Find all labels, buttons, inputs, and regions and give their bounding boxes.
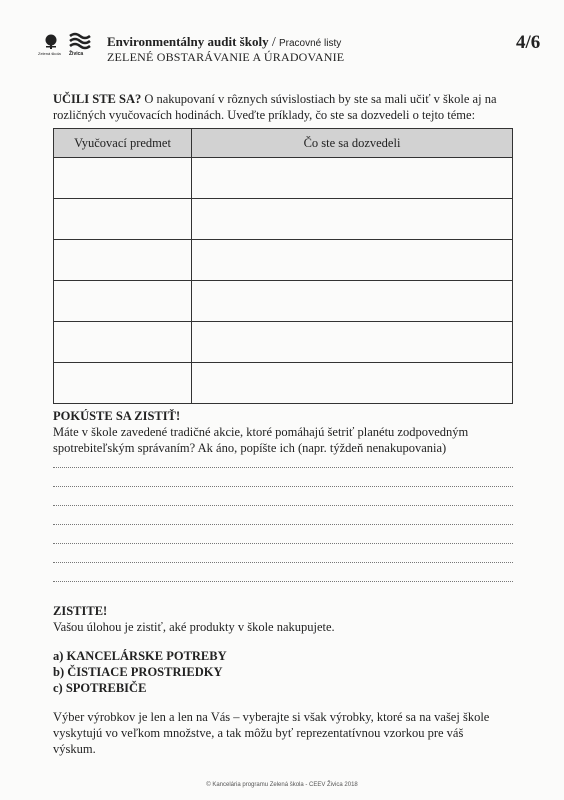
table-row xyxy=(54,240,513,281)
section-learned-heading: UČILI STE SA? xyxy=(53,92,142,106)
answer-line[interactable] xyxy=(53,580,513,582)
subjects-table xyxy=(53,128,513,404)
column-header-learned: Čo ste sa dozvedeli xyxy=(192,129,513,158)
subject-cell[interactable] xyxy=(54,199,192,240)
subject-cell[interactable] xyxy=(54,281,192,322)
answer-line[interactable] xyxy=(53,542,513,544)
column-header-subject: Vyučovací predmet xyxy=(54,129,192,158)
option-cleaning-products: b) ČISTIACE PROSTRIEDKY xyxy=(53,665,223,679)
document-title xyxy=(107,34,341,51)
option-appliances: c) SPOTREBIČE xyxy=(53,681,147,695)
product-options xyxy=(53,648,227,696)
section-investigate-heading: ZISTITE! xyxy=(53,604,108,618)
table-row xyxy=(54,363,513,404)
section-learned xyxy=(53,91,523,123)
section-find-out-heading: POKÚSTE SA ZISTIŤ! xyxy=(53,409,181,423)
selection-description: Výber výrobkov je len a len na Vás – vyberajte si však výrobky, ktoré sa na vašej škole vyskytujú vo veľkom množstve, a tak môžu byť reprezentatívnou vzorkou pre váš výskum. xyxy=(53,710,490,756)
document-subtitle: ZELENÉ OBSTARÁVANIE A ÚRADOVANIE xyxy=(107,50,345,64)
learned-cell[interactable] xyxy=(192,240,513,281)
section-investigate-text: Vašou úlohou je zistiť, aké produkty v škole nakupujete. xyxy=(53,620,335,634)
section-learned-text: O nakupovaní v rôznych súvislostiach by ste sa mali učiť v škole aj na rozličných vyučovacích hodinách. Uveďte príklady, čo ste sa dozvedeli o tejto téme: xyxy=(53,92,497,122)
table-row xyxy=(54,281,513,322)
logo-school-caption: Zelená škola xyxy=(38,51,61,56)
tree-school-icon xyxy=(43,34,59,49)
subject-cell[interactable] xyxy=(54,363,192,404)
page-footer: © Kancelária programu Zelená škola - CEEV Živica 2018 xyxy=(206,782,358,788)
learned-cell[interactable] xyxy=(192,281,513,322)
page-number: 4/6 xyxy=(516,32,541,53)
zivica-wave-icon xyxy=(68,32,94,50)
subject-cell[interactable] xyxy=(54,322,192,363)
answer-line[interactable] xyxy=(53,561,513,563)
answer-line[interactable] xyxy=(53,523,513,525)
answer-line[interactable] xyxy=(53,466,513,468)
answer-line[interactable] xyxy=(53,504,513,506)
table-header-row xyxy=(54,129,513,158)
learned-cell[interactable] xyxy=(192,199,513,240)
sheets-label: Pracovné listy xyxy=(278,38,342,49)
title-text: Environmentálny audit školy xyxy=(107,34,269,49)
subject-cell[interactable] xyxy=(54,240,192,281)
section-find-out xyxy=(53,408,523,456)
learned-cell[interactable] xyxy=(192,363,513,404)
table-row xyxy=(54,199,513,240)
subject-cell[interactable] xyxy=(54,158,192,199)
zivica-logo xyxy=(68,32,94,60)
logo-zivica-caption: Živica xyxy=(69,51,84,57)
table-row xyxy=(54,158,513,199)
learned-cell[interactable] xyxy=(192,322,513,363)
zelena-skola-logo xyxy=(40,32,62,60)
section-find-out-text: Máte v škole zavedené tradičné akcie, ktoré pomáhajú šetriť planétu zodpovedným spotrebiteľským správaním? Ak áno, popíšte ich (napr. týždeň nenakupovania) xyxy=(53,425,469,455)
title-slash: / xyxy=(271,35,276,50)
table-row xyxy=(54,322,513,363)
answer-line[interactable] xyxy=(53,485,513,487)
section-investigate xyxy=(53,603,523,635)
option-office-supplies: a) KANCELÁRSKE POTREBY xyxy=(53,649,227,663)
learned-cell[interactable] xyxy=(192,158,513,199)
page-header xyxy=(40,30,540,70)
